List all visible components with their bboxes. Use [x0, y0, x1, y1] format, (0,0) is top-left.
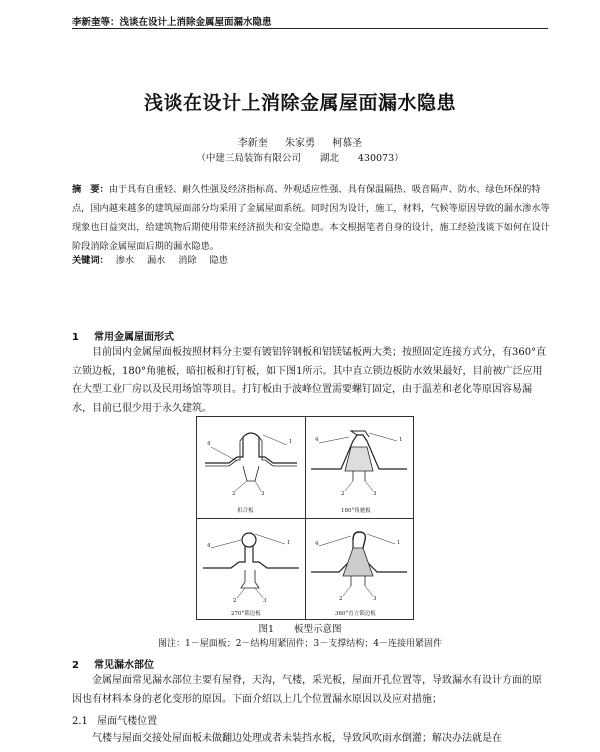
section-2-paragraph: 金属屋面常见漏水部位主要有屋脊，天沟，气楼，采光板，屋面开孔位置等，导致漏水有设计方面的原因也有材料本身的老化变形的原因。下面介绍以上几个位置漏水原因以及应对措施；	[72, 675, 542, 705]
figure-title: 板型示意图	[294, 624, 342, 635]
keywords	[72, 252, 238, 266]
callout-4: 4	[315, 437, 319, 443]
figure-legend: 图注：1－屋面板；2－结构用紧固件；3－支撑结构；4－连接用紧固件	[158, 639, 442, 649]
figure-caption	[0, 621, 600, 635]
callout-2: 2	[339, 596, 343, 602]
running-head: 李新奎等：浅谈在设计上消除金属屋面漏水隐患	[72, 17, 272, 28]
section-2-heading	[72, 656, 154, 671]
panel-270-seam	[197, 518, 305, 619]
section-number: 1	[72, 332, 79, 343]
callout-2: 2	[233, 598, 237, 604]
author-name: 李新奎	[237, 138, 268, 149]
keyword: 渗水	[115, 255, 135, 266]
figure-divider	[197, 518, 413, 519]
affiliation: （中建三局装饰有限公司 湖北 430073）	[196, 153, 404, 164]
subsection-2-1-paragraph: 气楼与屋面交接处屋面板未做翻边处理或者未装挡水板，导致风吹雨水倒灌；解决办法就是在	[92, 733, 502, 744]
abstract-text: 由于具有自重轻、耐久性强及经济指标高、外观适应性强、具有保温隔热、吸音隔声、防水、绿色环保的特点，国内越来越多的建筑屋面部分均采用了金属屋面系统。同时因为设计，施工，材料，气候等原因导致的漏水渗水等现象也日益突出，给建筑物后期使用带来经济损失和安全隐患。本文根据笔者自身的设计，施工经验浅谈下如何在设计阶段消除金属屋面后期的漏水隐患。	[72, 184, 550, 252]
callout-1: 1	[287, 540, 291, 546]
section-1-heading	[72, 328, 174, 343]
article-title: 浅谈在设计上消除金属屋面漏水隐患	[143, 92, 456, 114]
callout-3: 3	[373, 596, 377, 602]
section-title: 常见漏水部位	[94, 660, 154, 671]
panel-caption: 扣合板	[237, 508, 254, 514]
subsection-number: 2.1	[72, 716, 88, 727]
panel-360-standing-seam	[305, 518, 413, 619]
callout-2: 2	[232, 491, 236, 497]
callout-4: 4	[207, 441, 211, 447]
section-1-paragraph: 目前国内金属屋面板按照材料分主要有镀铝锌钢板和铝镁锰板两大类；按照固定连接方式分，有360°直立锁边板，180°角驰板，暗扣板和打钉板，如下图1所示。其中直立锁边板防水效果最好，目前被广泛应用在大型工业厂房以及民用场馆等项目。打钉板由于波峰位置需要螺钉固定，由于温差和老化等原因容易漏水，目前已很少用于永久建筑。	[72, 347, 547, 414]
section-title: 常用金属屋面形式	[94, 332, 174, 343]
section-number: 2	[72, 660, 79, 671]
panel-caption: 270°锁边板	[231, 611, 261, 617]
callout-4: 4	[315, 541, 319, 547]
callout-1: 1	[289, 439, 293, 445]
keyword: 隐患	[209, 255, 228, 266]
callout-1: 1	[399, 437, 403, 443]
callout-2: 2	[341, 491, 345, 497]
panel-caption: 180°角驰板	[341, 508, 371, 514]
author-name: 朱家勇	[285, 138, 315, 149]
abstract-label: 摘 要：	[72, 184, 109, 195]
figure-panel-types	[196, 416, 414, 620]
panel-snap-lock	[197, 417, 305, 518]
header-rule	[72, 28, 548, 29]
panel-angle-seam	[305, 417, 413, 518]
figure-number: 图1	[258, 624, 275, 635]
callout-3: 3	[263, 598, 267, 604]
callout-1: 1	[397, 540, 401, 546]
keywords-label: 关键词：	[72, 255, 109, 266]
callout-3: 3	[373, 491, 377, 497]
keyword: 漏水	[146, 255, 166, 266]
callout-3: 3	[261, 491, 265, 497]
author-list	[0, 134, 600, 149]
panel-caption: 360°直立锁边板	[335, 611, 376, 617]
keyword: 消除	[178, 255, 197, 266]
subsection-title: 屋面气楼位置	[97, 716, 158, 727]
subsection-2-1-heading	[72, 712, 157, 727]
abstract	[72, 180, 550, 256]
author-name: 柯慕圣	[332, 138, 363, 149]
callout-4: 4	[207, 543, 211, 549]
